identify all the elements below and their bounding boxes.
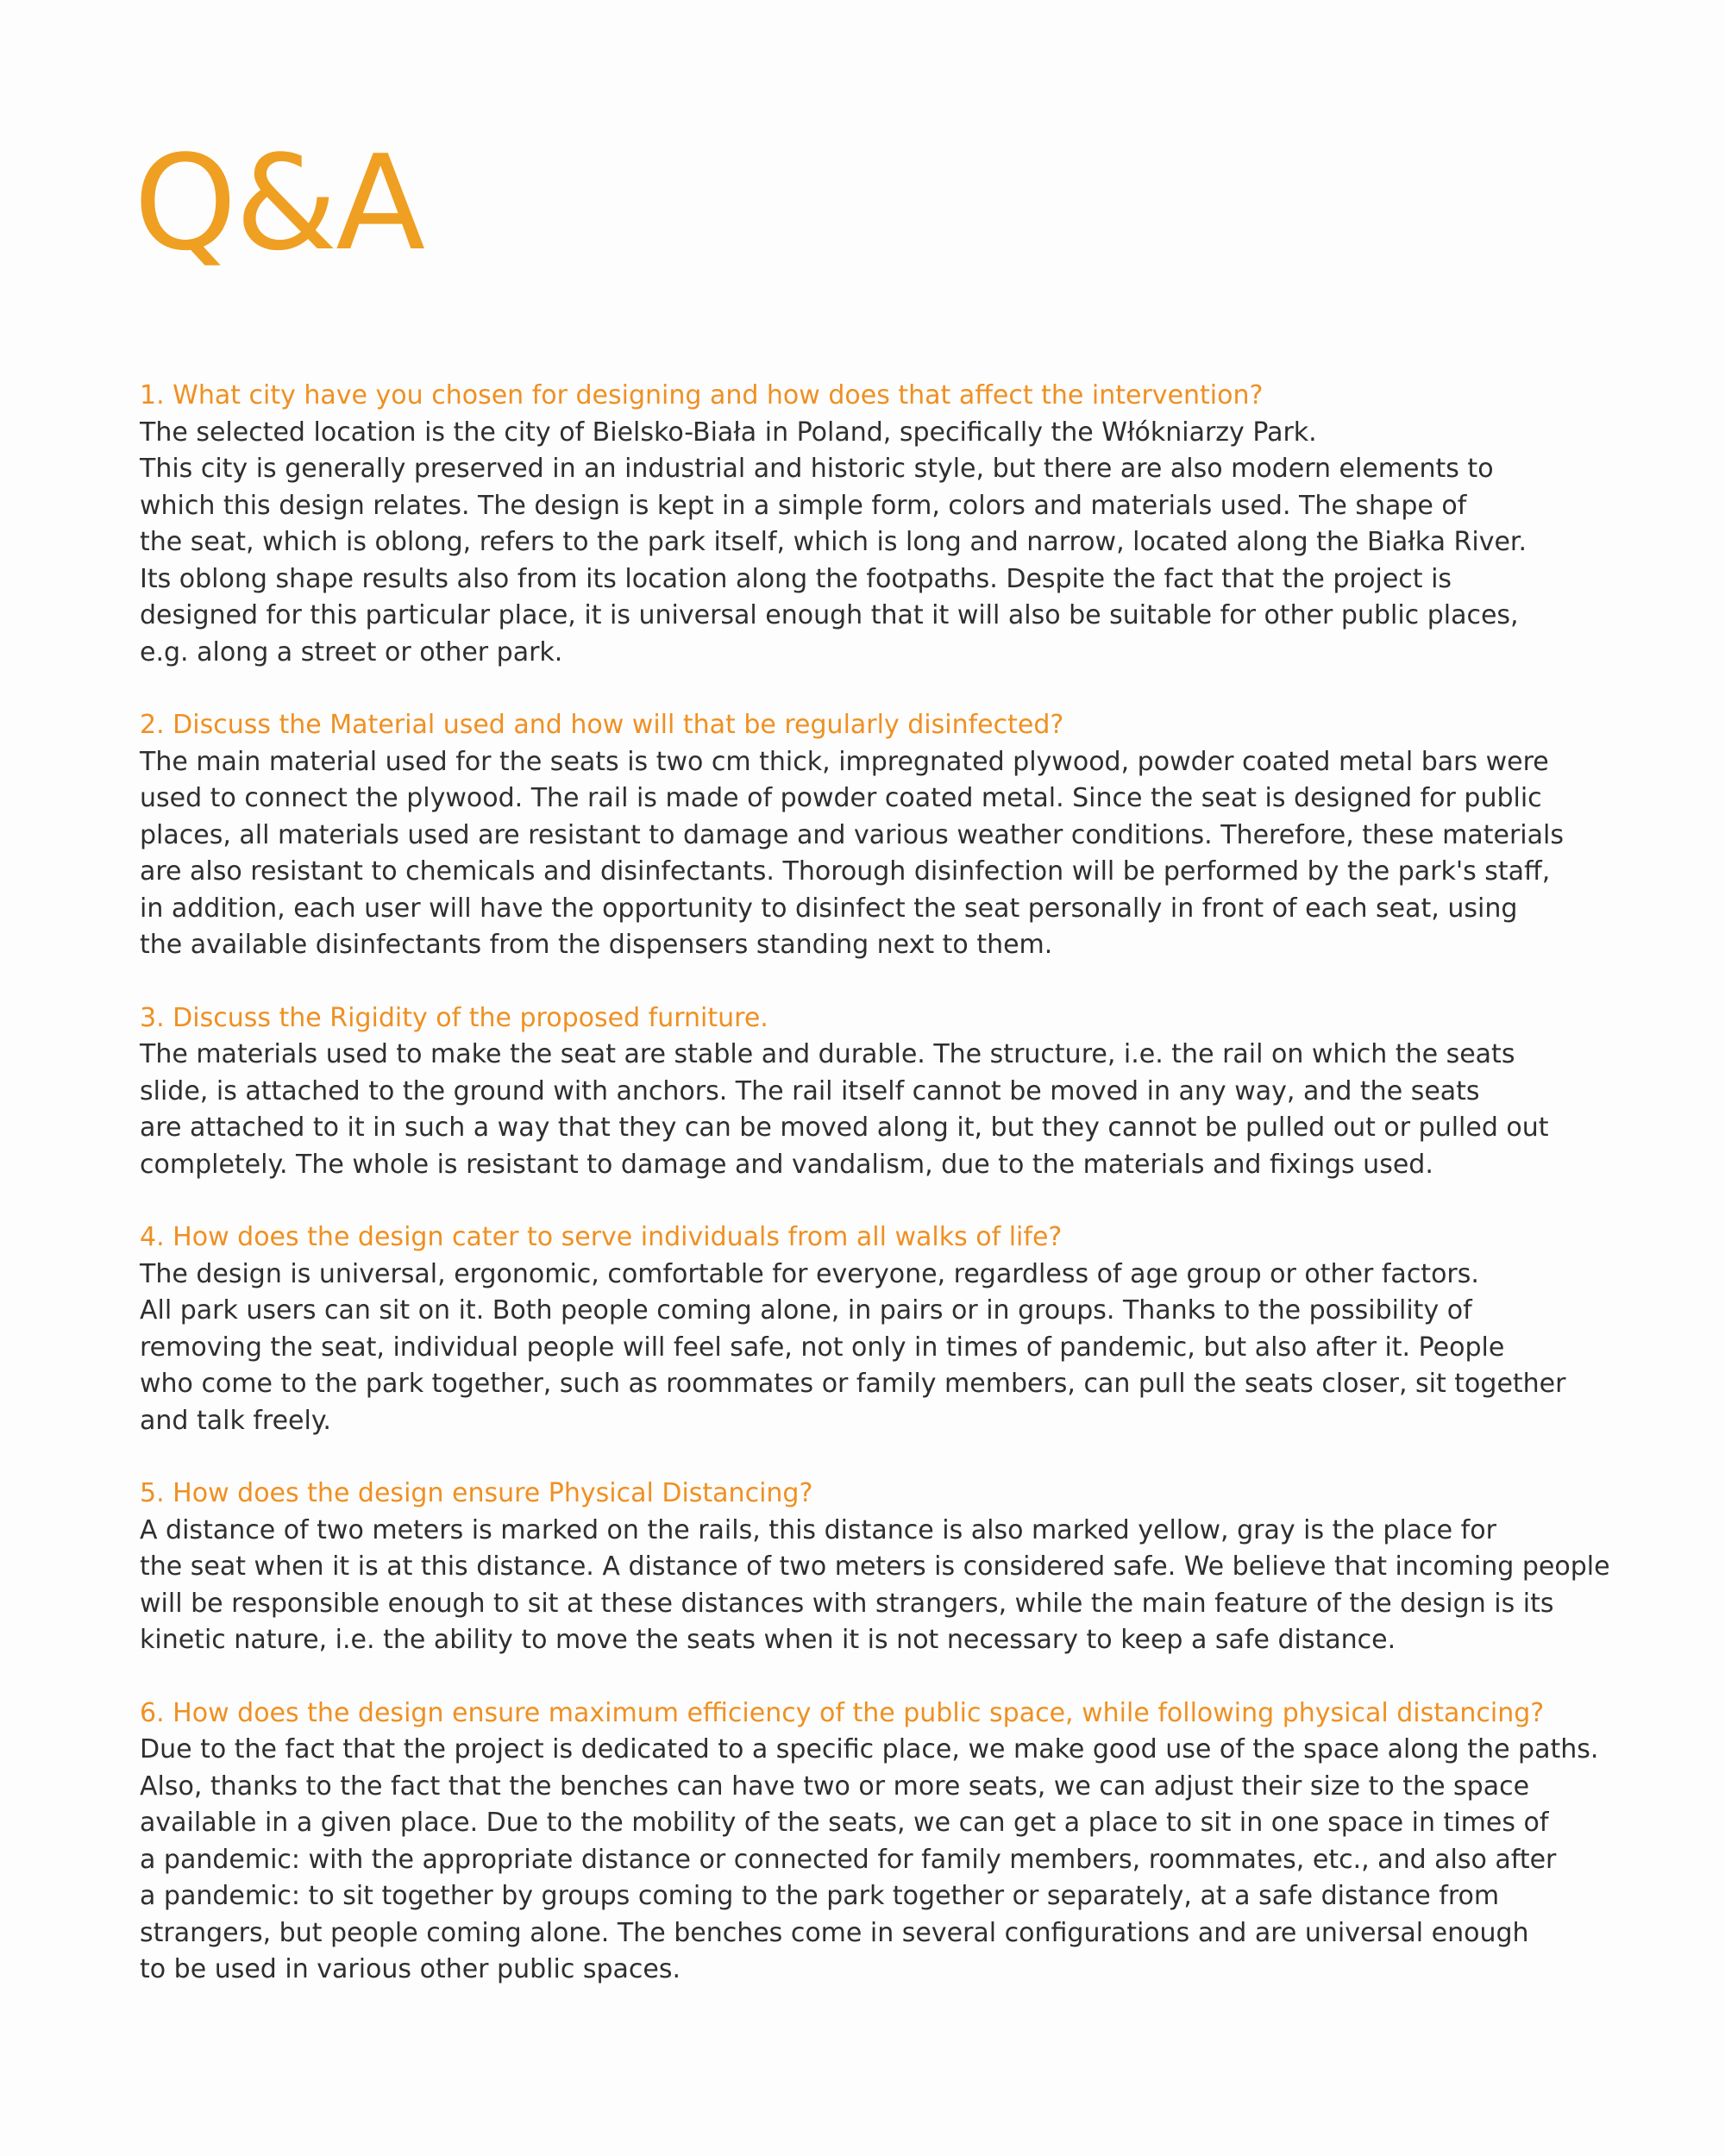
- answer-line: The main material used for the seats is two cm thick, impregnated plywood, powder coated metal bars were: [140, 746, 1549, 777]
- answer-line: The selected location is the city of Bielsko-Biała in Poland, specifically the Włókniarzy Park.: [140, 417, 1317, 448]
- qa-item-2: [140, 707, 1640, 964]
- question-heading: 6. How does the design ensure maximum efficiency of the public space, while following physical distancing?: [140, 1697, 1545, 1728]
- answer-line: a pandemic: to sit together by groups coming to the park together or separately, at a safe distance from: [140, 1881, 1500, 1911]
- answer-line: the seat, which is oblong, refers to the park itself, which is long and narrow, located along the Białka River.: [140, 527, 1527, 557]
- answer-line: The design is universal, ergonomic, comfortable for everyone, regardless of age group or other factors.: [140, 1258, 1479, 1289]
- answer-paragraph: [140, 1732, 1640, 1989]
- answer-line: A distance of two meters is marked on the rails, this distance is also marked yellow, gray is the place for: [140, 1514, 1496, 1545]
- qa-item-4: [140, 1219, 1640, 1439]
- answer-paragraph: [140, 1037, 1640, 1183]
- answer-line: Its oblong shape results also from its location along the footpaths. Despite the fact that the project is: [140, 563, 1452, 594]
- answer-paragraph: [140, 1257, 1640, 1440]
- qa-list: [140, 378, 1640, 2025]
- answer-line: used to connect the plywood. The rail is made of powder coated metal. Since the seat is designed for public: [140, 783, 1542, 813]
- answer-line: to be used in various other public spaces.: [140, 1954, 681, 1984]
- question-heading: 1. What city have you chosen for designing and how does that affect the intervention?: [140, 380, 1264, 411]
- answer-line: a pandemic: with the appropriate distance or connected for family members, roommates, etc., and also after: [140, 1844, 1557, 1875]
- qa-item-1: [140, 378, 1640, 671]
- answer-line: kinetic nature, i.e. the ability to move the seats when it is not necessary to keep a safe distance.: [140, 1625, 1396, 1655]
- answer-paragraph: [140, 1513, 1640, 1659]
- answer-line: which this design relates. The design is kept in a simple form, colors and materials used. The shape of: [140, 490, 1467, 521]
- answer-line: This city is generally preserved in an industrial and historic style, but there are also modern elements to: [140, 454, 1494, 484]
- answer-line: Due to the fact that the project is dedicated to a specific place, we make good use of the space along the paths.: [140, 1734, 1599, 1764]
- answer-paragraph: [140, 415, 1640, 672]
- answer-line: who come to the park together, such as roommates or family members, can pull the seats closer, sit together: [140, 1369, 1566, 1399]
- answer-line: slide, is attached to the ground with anchors. The rail itself cannot be moved in any way, and the seats: [140, 1075, 1480, 1106]
- answer-line: completely. The whole is resistant to damage and vandalism, due to the materials and fixings used.: [140, 1149, 1433, 1180]
- answer-paragraph: [140, 744, 1640, 964]
- answer-line: the available disinfectants from the dispensers standing next to them.: [140, 930, 1053, 960]
- qa-item-5: [140, 1476, 1640, 1659]
- answer-line: the seat when it is at this distance. A distance of two meters is considered safe. We believe that incoming people: [140, 1551, 1610, 1582]
- answer-line: e.g. along a street or other park.: [140, 636, 563, 667]
- answer-line: removing the seat, individual people will feel safe, not only in times of pandemic, but also after it. People: [140, 1332, 1505, 1363]
- answer-line: in addition, each user will have the opportunity to disinfect the seat personally in front of each seat, using: [140, 893, 1518, 924]
- answer-line: will be responsible enough to sit at these distances with strangers, while the main feature of the design is its: [140, 1588, 1554, 1619]
- answer-line: strangers, but people coming alone. The benches come in several configurations and are universal enough: [140, 1917, 1529, 1948]
- qa-item-6: [140, 1695, 1640, 1989]
- qa-item-3: [140, 1000, 1640, 1184]
- question-heading: 5. How does the design ensure Physical Distancing?: [140, 1478, 813, 1508]
- page-title: Q&A: [134, 127, 424, 279]
- answer-line: All park users can sit on it. Both people coming alone, in pairs or in groups. Thanks to the possibility of: [140, 1295, 1472, 1326]
- question-heading: 3. Discuss the Rigidity of the proposed furniture.: [140, 1002, 768, 1033]
- answer-line: designed for this particular place, it is universal enough that it will also be suitable for other public places,: [140, 600, 1519, 630]
- question-heading: 2. Discuss the Material used and how will that be regularly disinfected?: [140, 710, 1064, 740]
- question-heading: 4. How does the design cater to serve individuals from all walks of life?: [140, 1222, 1063, 1252]
- answer-line: Also, thanks to the fact that the benches can have two or more seats, we can adjust their size to the space: [140, 1771, 1530, 1802]
- answer-line: and talk freely.: [140, 1405, 331, 1436]
- answer-line: The materials used to make the seat are stable and durable. The structure, i.e. the rail on which the seats: [140, 1039, 1515, 1069]
- answer-line: places, all materials used are resistant to damage and various weather conditions. Therefore, these materials: [140, 819, 1564, 850]
- answer-line: are also resistant to chemicals and disinfectants. Thorough disinfection will be performed by the park's staff,: [140, 856, 1551, 887]
- answer-line: available in a given place. Due to the mobility of the seats, we can get a place to sit in one space in times of: [140, 1808, 1549, 1838]
- answer-line: are attached to it in such a way that they can be moved along it, but they cannot be pulled out or pulled out: [140, 1112, 1549, 1143]
